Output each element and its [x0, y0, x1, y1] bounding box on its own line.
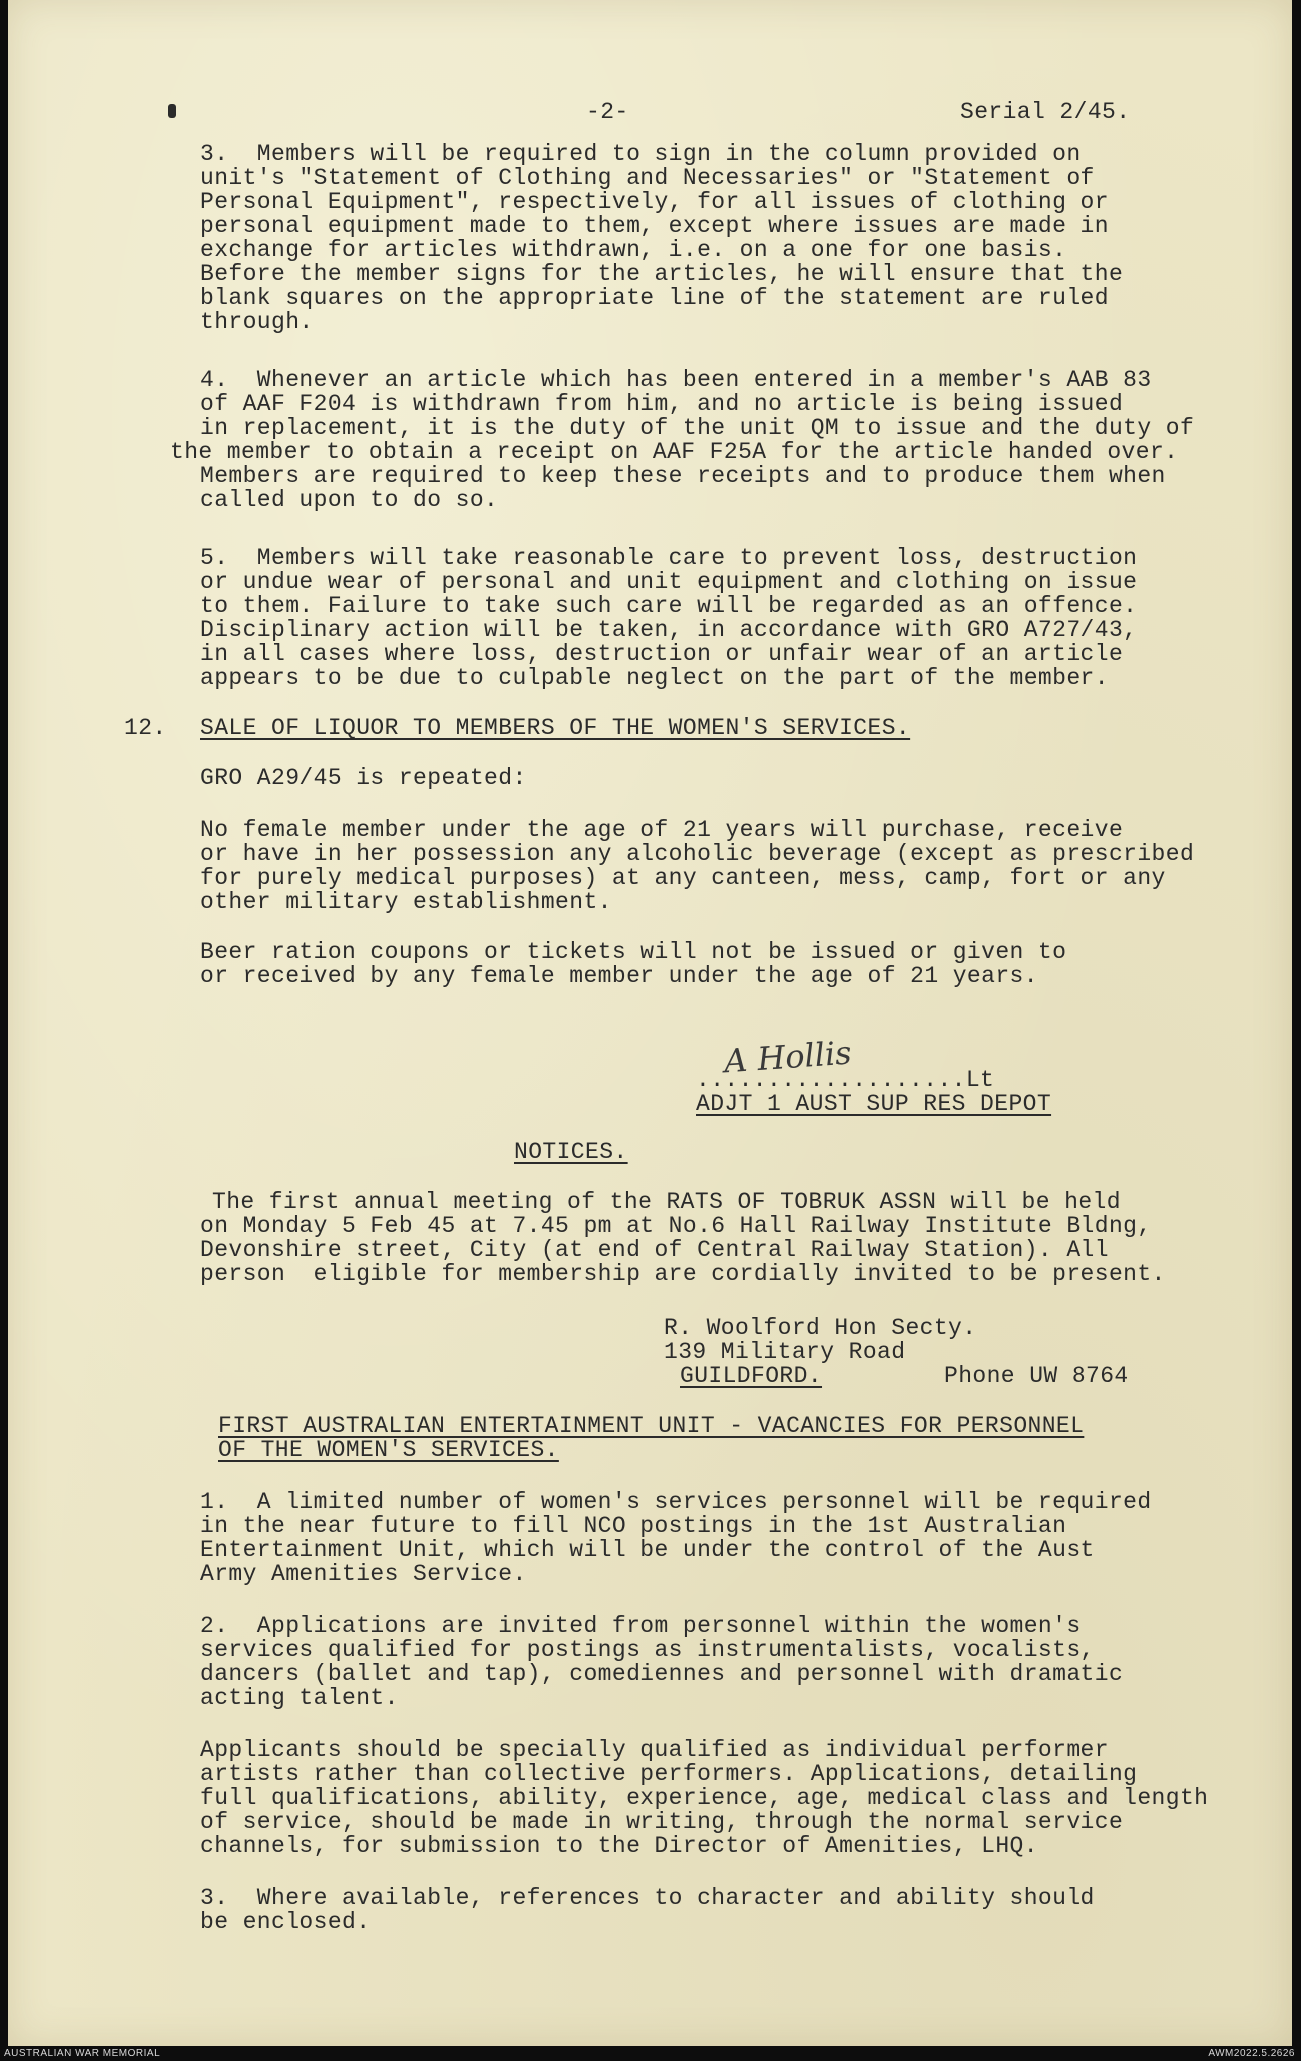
applicants-line: channels, for submission to the Director of Amenities, LHQ.: [200, 1833, 1038, 1859]
entertainment-para2-line: services qualified for postings as instrumentalists, vocalists,: [200, 1637, 1095, 1663]
notices-heading: NOTICES.: [514, 1139, 628, 1165]
para3-line: 3. Members will be required to sign in the column provided on: [200, 141, 1081, 167]
notices-line: Devonshire street, City (at end of Central Railway Station). All: [200, 1237, 1109, 1263]
notices-line: on Monday 5 Feb 45 at 7.45 pm at No.6 Hall Railway Institute Bldng,: [200, 1213, 1152, 1239]
para4-line: in replacement, it is the duty of the unit QM to issue and the duty of: [200, 415, 1195, 441]
para4-line: Members are required to keep these receipts and to produce them when: [200, 463, 1166, 489]
binding-hole-mark: [168, 104, 176, 118]
entertainment-para3-line: be enclosed.: [200, 1909, 371, 1935]
section-12-intro: GRO A29/45 is repeated:: [200, 765, 527, 791]
section-12-para1-line: other military establishment.: [200, 889, 612, 915]
para3-line: Personal Equipment", respectively, for all issues of clothing or: [200, 189, 1109, 215]
entertainment-para2-line: acting talent.: [200, 1685, 399, 1711]
address-phone: Phone UW 8764: [944, 1363, 1129, 1389]
section-12-para1-line: for purely medical purposes) at any canteen, mess, camp, fort or any: [200, 865, 1166, 891]
para3-line: exchange for articles withdrawn, i.e. on a one for one basis.: [200, 237, 1067, 263]
para5-line: appears to be due to culpable neglect on the part of the member.: [200, 665, 1109, 691]
footer-catalog-id: AWM2022.5.2626: [1208, 2048, 1295, 2059]
para3-line: through.: [200, 309, 314, 335]
applicants-line: Applicants should be specially qualified as individual performer: [200, 1737, 1109, 1763]
document-page: [8, 0, 1292, 2046]
signature-dots-line: ...................Lt: [696, 1067, 995, 1093]
para5-line: or undue wear of personal and unit equipment and clothing on issue: [200, 569, 1138, 595]
section-12-heading: SALE OF LIQUOR TO MEMBERS OF THE WOMEN'S SERVICES.: [200, 715, 911, 741]
section-12-para1-line: No female member under the age of 21 years will purchase, receive: [200, 817, 1124, 843]
notices-line: The first annual meeting of the RATS OF TOBRUK ASSN will be held: [212, 1189, 1121, 1215]
entertainment-para1-line: 1. A limited number of women's services personnel will be required: [200, 1489, 1152, 1515]
address-street: 139 Military Road: [664, 1339, 906, 1365]
section-12-para1-line: or have in her possession any alcoholic beverage (except as prescribed: [200, 841, 1195, 867]
entertainment-para2-line: dancers (ballet and tap), comediennes and personnel with dramatic: [200, 1661, 1124, 1687]
serial-number: Serial 2/45.: [960, 99, 1131, 125]
handwritten-signature: A Hollis: [722, 1033, 853, 1081]
para3-line: blank squares on the appropriate line of the statement are ruled: [200, 285, 1109, 311]
applicants-line: of service, should be made in writing, through the normal service: [200, 1809, 1124, 1835]
entertainment-heading-line1: FIRST AUSTRALIAN ENTERTAINMENT UNIT - VACANCIES FOR PERSONNEL: [218, 1413, 1085, 1439]
section-12-para2-line: Beer ration coupons or tickets will not be issued or given to: [200, 939, 1067, 965]
entertainment-para2-line: 2. Applications are invited from personnel within the women's: [200, 1613, 1081, 1639]
address-town: GUILDFORD.: [680, 1363, 823, 1389]
para3-line: personal equipment made to them, except where issues are made in: [200, 213, 1109, 239]
section-12-number: 12.: [124, 715, 167, 741]
entertainment-para1-line: in the near future to fill NCO postings in the 1st Australian: [200, 1513, 1067, 1539]
entertainment-para1-line: Army Amenities Service.: [200, 1561, 527, 1587]
applicants-line: artists rather than collective performers. Applications, detailing: [200, 1761, 1138, 1787]
para4-line: of AAF F204 is withdrawn from him, and no article is being issued: [200, 391, 1124, 417]
para4-line: the member to obtain a receipt on AAF F25A for the article handed over.: [170, 439, 1179, 465]
para3-line: Before the member signs for the articles, he will ensure that the: [200, 261, 1124, 287]
para3-line: unit's "Statement of Clothing and Necessaries" or "Statement of: [200, 165, 1095, 191]
signature-title: ADJT 1 AUST SUP RES DEPOT: [696, 1091, 1052, 1117]
notices-line: person eligible for membership are cordially invited to be present.: [200, 1261, 1166, 1287]
para5-line: Disciplinary action will be taken, in accordance with GRO A727/43,: [200, 617, 1138, 643]
footer-archive-name: AUSTRALIAN WAR MEMORIAL: [4, 2048, 161, 2059]
entertainment-para3-line: 3. Where available, references to character and ability should: [200, 1885, 1095, 1911]
applicants-line: full qualifications, ability, experience, age, medical class and length: [200, 1785, 1209, 1811]
section-12-para2-line: or received by any female member under the age of 21 years.: [200, 963, 1038, 989]
entertainment-heading-line2: OF THE WOMEN'S SERVICES.: [218, 1437, 559, 1463]
para4-line: 4. Whenever an article which has been entered in a member's AAB 83: [200, 367, 1152, 393]
page-number: -2-: [586, 99, 629, 125]
para5-line: 5. Members will take reasonable care to prevent loss, destruction: [200, 545, 1138, 571]
entertainment-para1-line: Entertainment Unit, which will be under the control of the Aust: [200, 1537, 1095, 1563]
para4-line: called upon to do so.: [200, 487, 499, 513]
address-name: R. Woolford Hon Secty.: [664, 1315, 977, 1341]
para5-line: to them. Failure to take such care will be regarded as an offence.: [200, 593, 1138, 619]
para5-line: in all cases where loss, destruction or unfair wear of an article: [200, 641, 1124, 667]
